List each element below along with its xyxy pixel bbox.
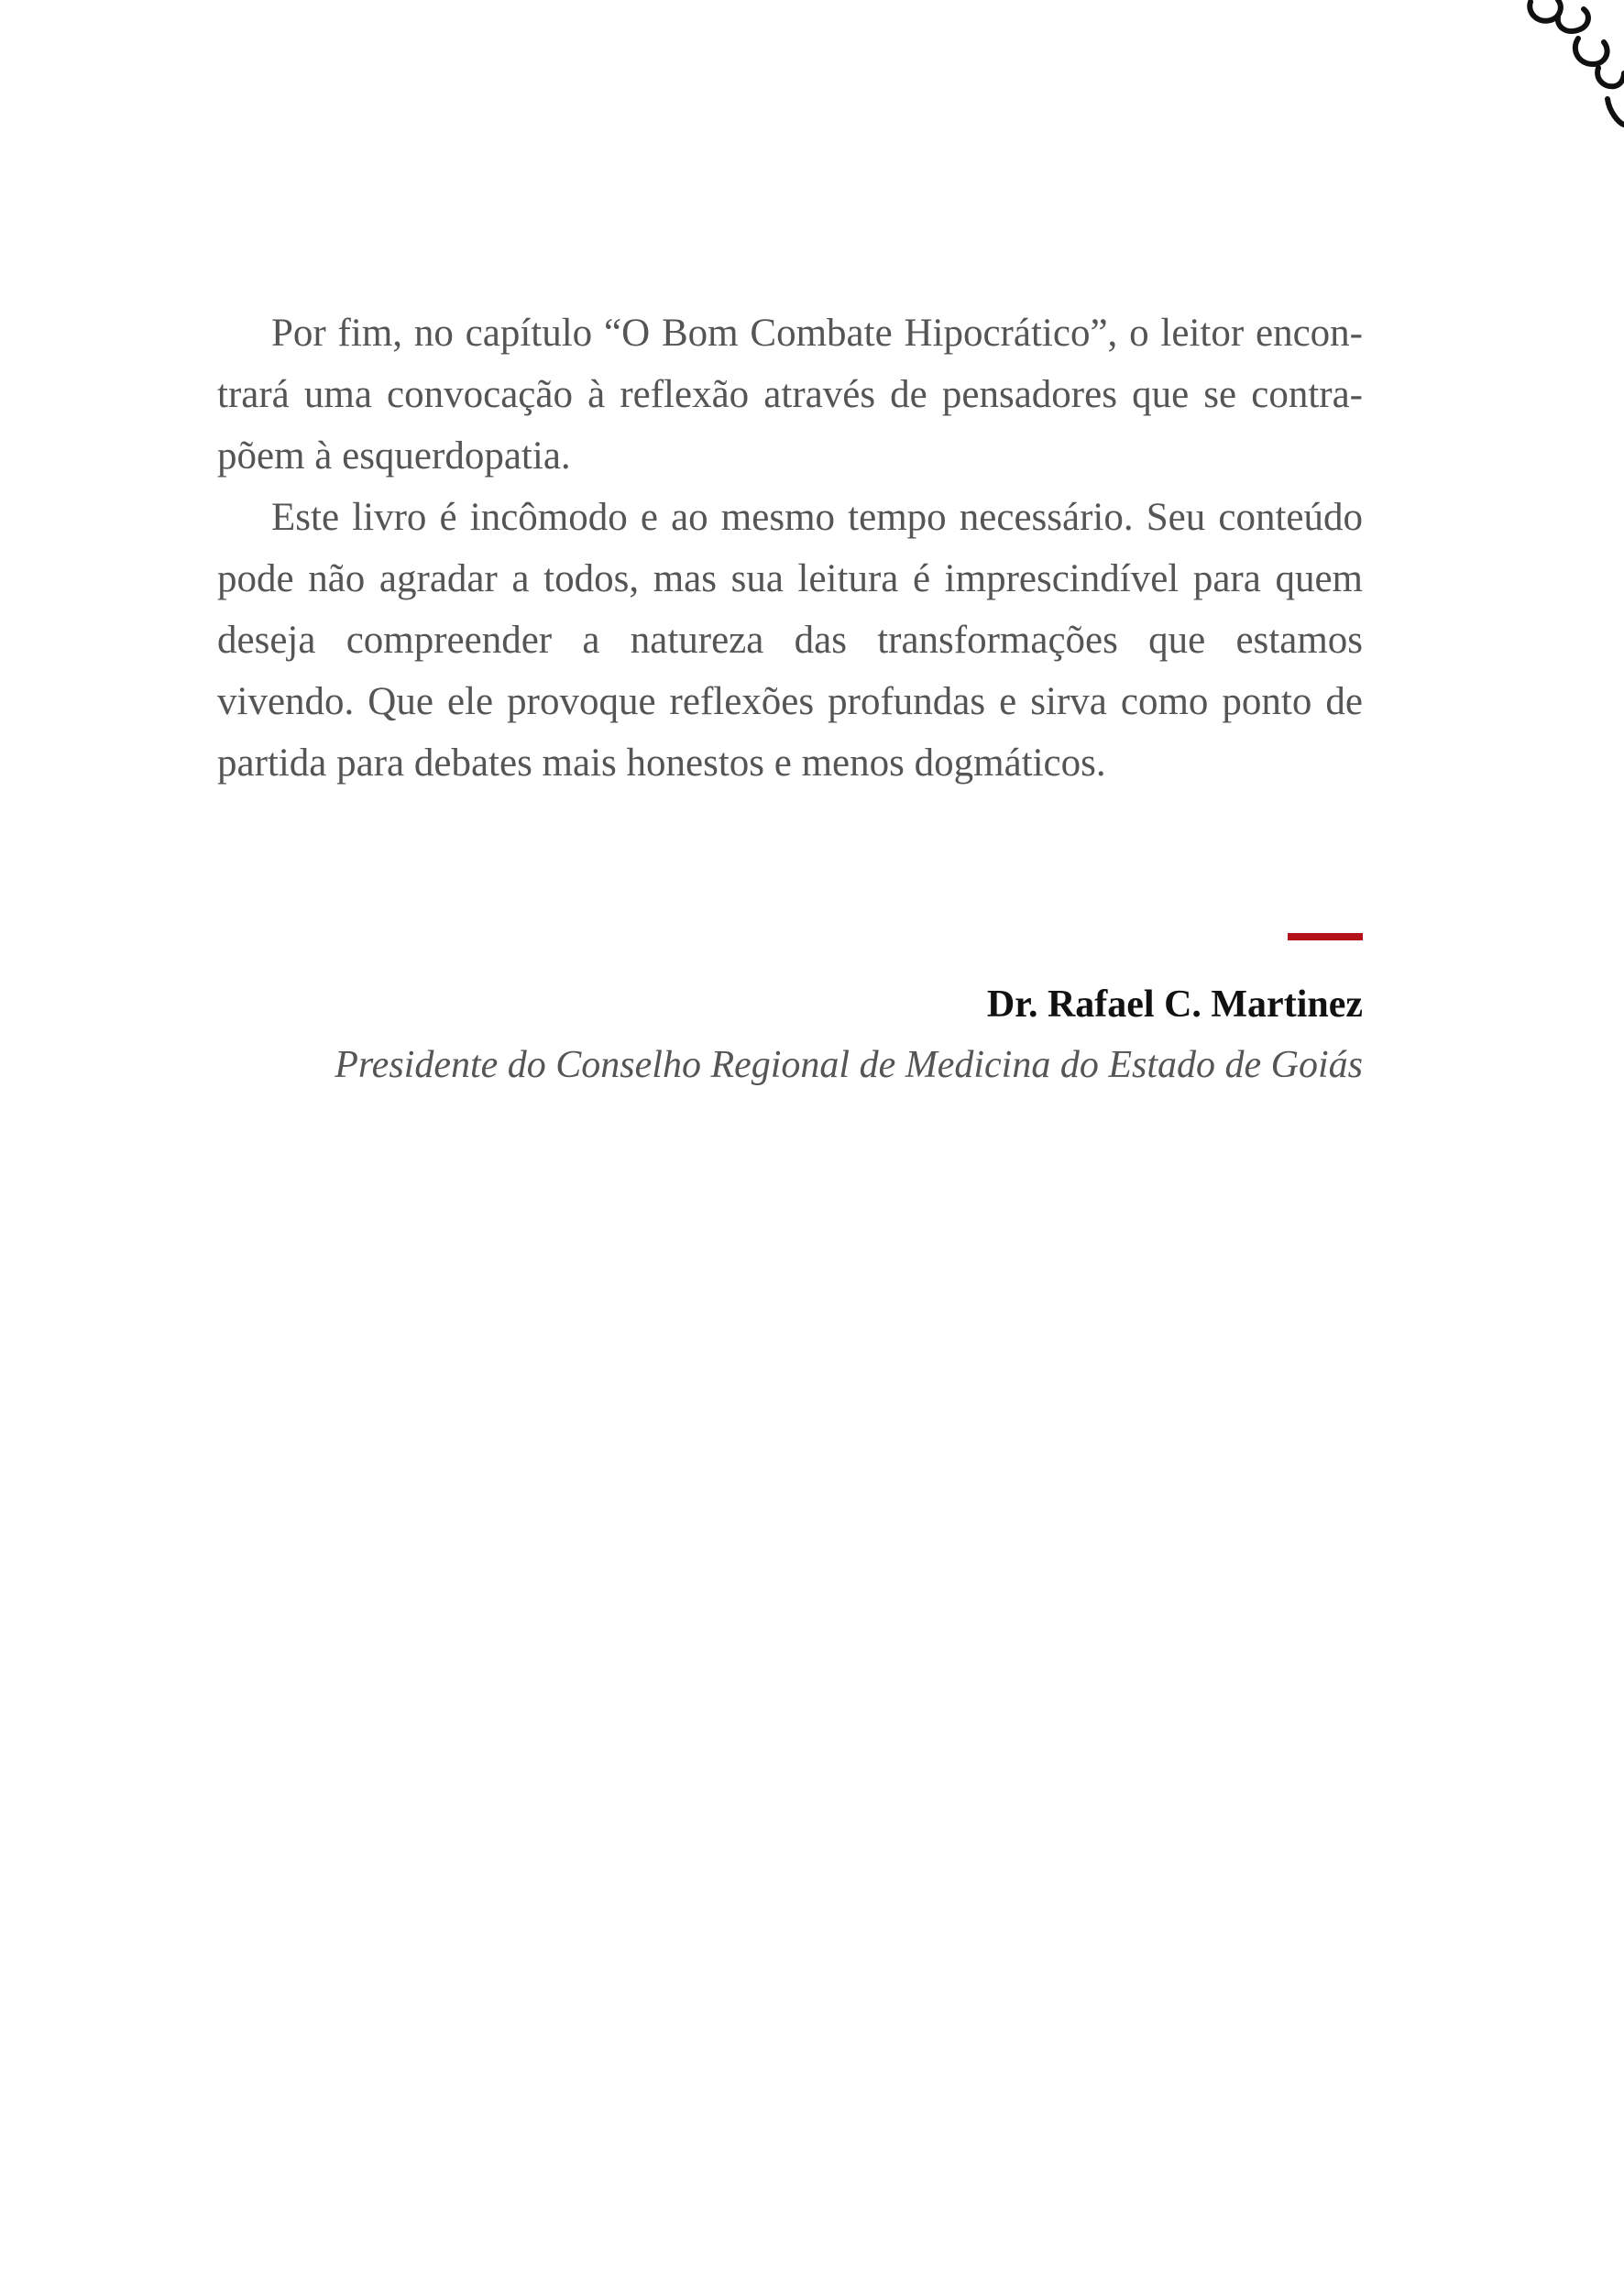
corner-swirl-ornament-icon <box>1523 0 1624 137</box>
paragraph-2: Este livro é incômodo e ao mesmo tempo necessário. Seu conteúdo pode não agradar a todos, mas sua leitura é imprescindível para quem deseja compreender a natureza das transformações que estamos vivendo. Que ele provoque reflexões profundas e sirva como ponto de partida para debates mais honestos e menos dogmáticos. <box>217 496 1363 785</box>
body-text <box>217 302 1363 794</box>
signature-accent-rule <box>1288 933 1363 940</box>
signature-role: Presidente do Conselho Regional de Medicina do Estado de Goiás <box>335 1044 1363 1086</box>
paragraph-1: Por fim, no capítulo “O Bom Combate Hipocrático”, o leitor encontrará uma convocação à reflexão através de pensadores que se contrapõem à esquerdopatia. <box>217 312 1363 478</box>
signature-name: Dr. Rafael C. Martinez <box>986 983 1363 1026</box>
